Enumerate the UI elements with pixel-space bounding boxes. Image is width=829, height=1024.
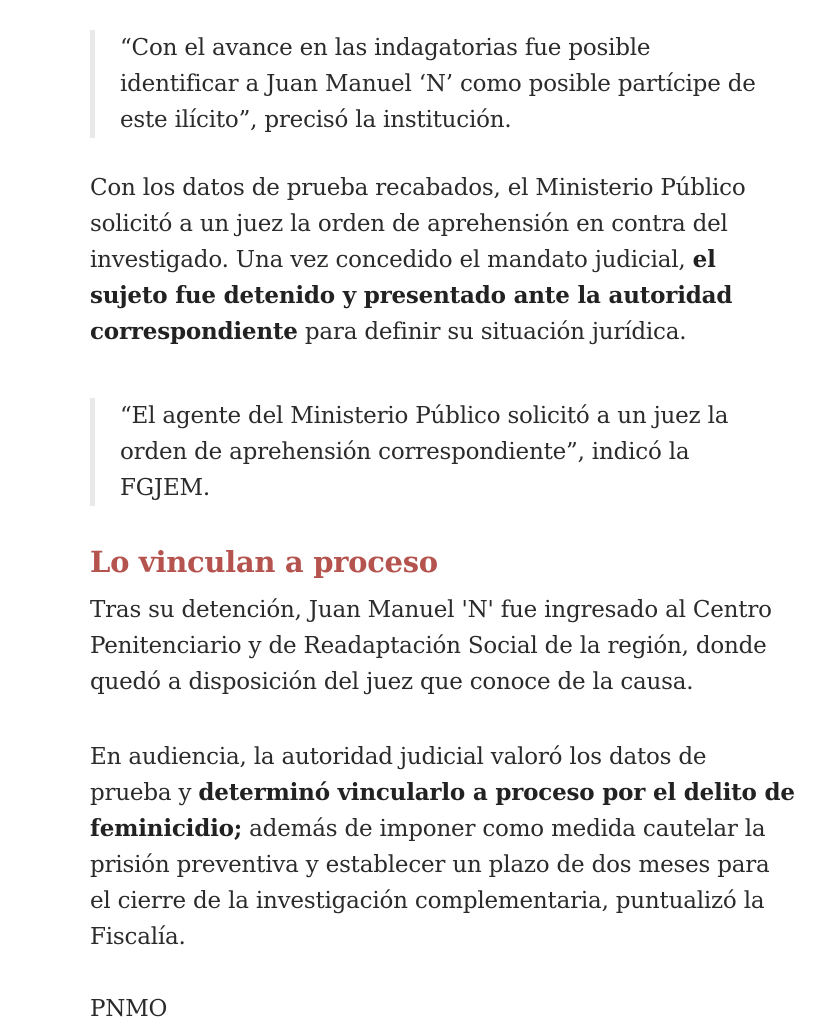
paragraph-detention: Con los datos de prueba recabados, el Ministerio Público solicitó a un juez la orden de aprehensión en contra del investigado. Una vez concedido el mandato judicial, el sujeto fue detenido y presentado ante la autoridad correspondiente para definir su situación jurídica. (90, 175, 746, 345)
emphasis-text: correspondiente (90, 318, 298, 345)
blockquote-2 (90, 398, 810, 506)
blockquote-1-text: “Con el avance en las indagatorias fue posible identificar a Juan Manuel ‘N’ como posible partícipe de este ilícito”, precisó la institución. (120, 35, 756, 133)
blockquote-2-text: “El agente del Ministerio Público solicitó a un juez la orden de aprehensión correspondiente”, indicó la FGJEM. (120, 403, 729, 501)
emphasis-text: determinó vincularlo a proceso por el delito de (198, 779, 795, 806)
emphasis-text: feminicidio; (90, 815, 243, 842)
emphasis-text: el (692, 246, 716, 273)
section-heading: Lo vinculan a proceso (90, 545, 438, 579)
emphasis-text: sujeto fue detenido y presentado ante la autoridad (90, 282, 733, 309)
blockquote-1 (90, 30, 810, 138)
author-signature: PNMO (90, 996, 168, 1022)
paragraph-custody: Tras su detención, Juan Manuel 'N' fue ingresado al Centro Penitenciario y de Readaptación Social de la región, donde quedó a disposición del juez que conoce de la causa. (90, 597, 772, 695)
paragraph-hearing: En audiencia, la autoridad judicial valoró los datos de prueba y determinó vincularlo a proceso por el delito de feminicidio; además de imponer como medida cautelar la prisión preventiva y establecer un plazo de dos meses para el cierre de la investigación complementaria, puntualizó la Fiscalía. (90, 744, 795, 950)
